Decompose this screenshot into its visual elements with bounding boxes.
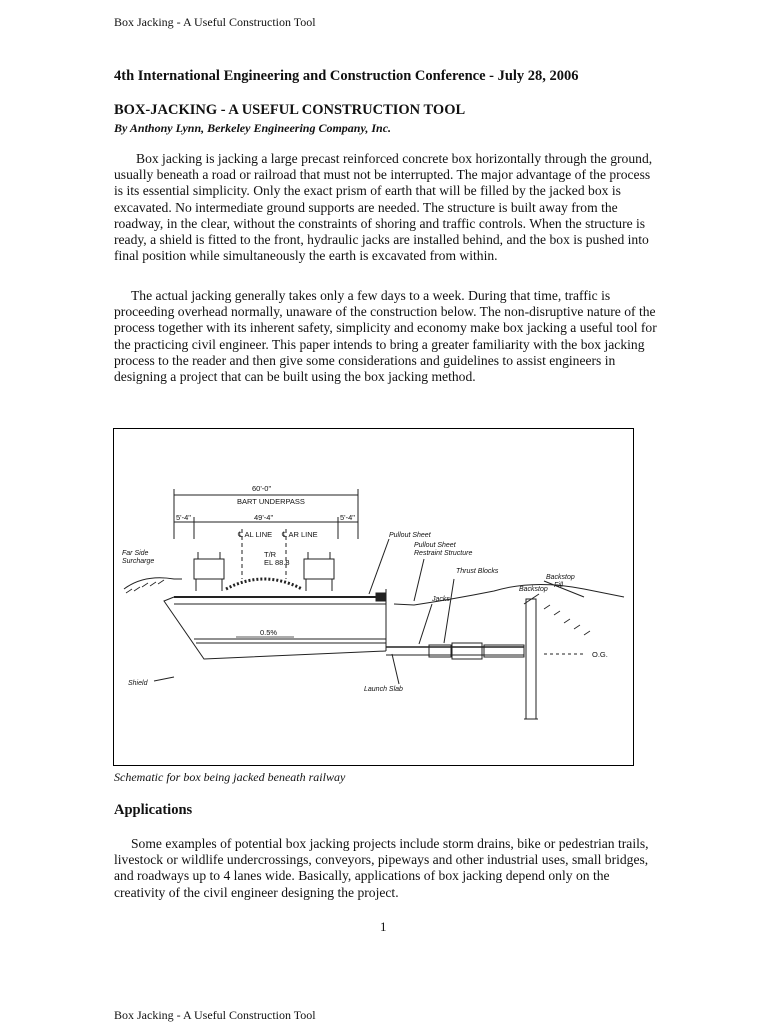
underpass-label: BART UNDERPASS (237, 497, 305, 506)
author-line: By Anthony Lynn, Berkeley Engineering Company, Inc. (114, 121, 392, 135)
backstop-fill-label: Backstop (546, 574, 575, 581)
restraint-label: Restraint Structure (414, 550, 473, 557)
dim-total-label: 60'-0" (252, 484, 272, 493)
launch-slab-label: Launch Slab (364, 686, 403, 693)
al-line-label: ℄ AL LINE (238, 530, 273, 539)
fill-label: Fill (554, 582, 563, 589)
running-footer: Box Jacking - A Useful Construction Tool (114, 1008, 316, 1022)
applications-heading: Applications (114, 802, 193, 818)
ar-line-label: ℄ AR LINE (282, 530, 318, 539)
jacks-label: Jacks (432, 596, 450, 603)
figure-caption: Schematic for box being jacked beneath railway (114, 770, 346, 784)
left-ground (124, 578, 182, 589)
pullout-sheet-label-2: Pullout Sheet (414, 542, 456, 549)
thrust-blocks-label: Thrust Blocks (456, 568, 499, 575)
page-number: 1 (380, 919, 387, 934)
tr-label: T/R (264, 550, 277, 559)
dim-mid-label: 49'-4" (254, 513, 274, 522)
running-header: Box Jacking - A Useful Construction Tool (114, 15, 316, 29)
backstop-post (526, 599, 536, 719)
box-jacking-schematic (114, 429, 633, 765)
surcharge-label: Surcharge (122, 558, 155, 565)
figure-frame (113, 428, 634, 766)
paragraph-jacking: The actual jacking generally takes only a few days to a week. During that time, traffic is proceeding overhead normally, unaware of the construction below. The non-disruptive nature of the process together with its inherent safety, simplicity and economy make box jacking a useful tool for the practicing civil engineer. This paper intends to bring a greater familiarity with the box jacking process to the reader and then give some considerations and guidelines to assist engineers in designing a project that can be built using the box jacking method. (114, 288, 657, 385)
ballast (226, 579, 302, 589)
dim-left-label: 5'-4" (176, 513, 191, 522)
shield-label: Shield (128, 680, 148, 687)
pullout-sheet-label: Pullout Sheet (389, 532, 431, 539)
og-label: O.G. (592, 650, 608, 659)
conference-line: 4th International Engineering and Construction Conference - July 28, 2006 (114, 68, 579, 84)
paper-title: BOX-JACKING - A USEFUL CONSTRUCTION TOOL (114, 102, 466, 118)
el-label: EL 88.8 (264, 558, 290, 567)
backstop-label: Backstop (519, 586, 548, 593)
right-ground (394, 584, 624, 605)
slope-label: 0.5% (260, 628, 278, 637)
paragraph-intro: Box jacking is jacking a large precast reinforced concrete box horizontally through the ground, usually beneath a road or railroad that must not be interrupted. The major advantage of the process is its essential simplicity. Only the exact prism of earth that will be filled by the jacked box is excavated. No intermediate ground supports are needed. The structure is built away from the roadway, in the clear, without the constraints of shoring and traffic controls. When the structure is ready, a shield is fitted to the front, hydraulic jacks are installed behind, and the box is pushed into final position while simultaneously the earth is excavated from within. (114, 151, 653, 264)
jack-2 (452, 643, 482, 659)
dim-right-label: 5'-4" (340, 513, 355, 522)
left-rail-frame (194, 559, 224, 579)
right-rail-frame (304, 559, 334, 579)
far-side-label: Far Side (122, 550, 149, 557)
paragraph-applications: Some examples of potential box jacking projects include storm drains, bike or pedestrian trails, livestock or wildlife undercrossings, conveyors, pipeways and other industrial uses, small bridges, and roadways up to 4 lanes wide. Basically, applications of box jacking depend only on the creativity of the civil engineer designing the project. (114, 836, 649, 900)
